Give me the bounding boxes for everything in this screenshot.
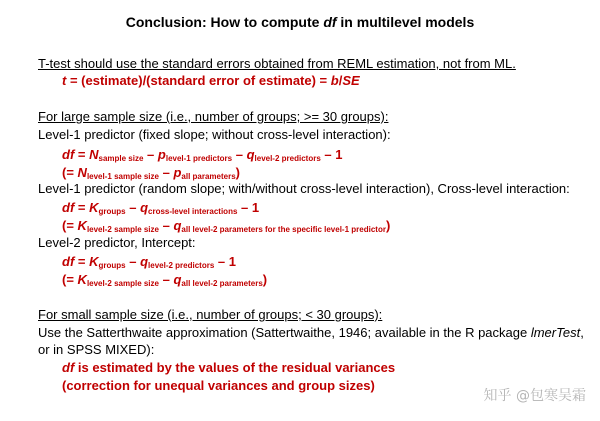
level1-fixed-alt-formula: (= $N_{level-1 sample size} - p_{all parameters}$): [62, 165, 241, 181]
satterthwaite-line2: or in SPSS MIXED):: [38, 342, 155, 357]
large-sample-heading: For large sample size (i.e., number of groups; >= 30 groups):: [38, 109, 389, 124]
small-sample-heading: For small sample size (i.e., number of groups; < 30 groups):: [38, 307, 383, 322]
level1-fixed-formula: df = $N_{sample size} - p_{level-1 predictors} - q_{level-2 predictors} - 1$: [62, 147, 343, 163]
ttest-heading: T-test should use the standard errors obtained from REML estimation, not from ML.: [38, 56, 516, 71]
satterthwaite-line1: Use the Satterthwaite approximation (Sattertwaithe, 1946; available in the R package lmerTest,: [38, 325, 584, 340]
level2-alt-formula: (= $K_{level-2 sample size} - q_{all level-2 parameters}$): [62, 272, 268, 288]
level1-random-label: Level-1 predictor (random slope; with/without cross-level interaction), Cross-level interaction:: [38, 181, 570, 196]
level1-random-formula: df = $K_{groups} - q_{cross-level interactions} - 1$: [62, 200, 260, 216]
residual-variance-line: df is estimated by the values of the residual variances: [62, 360, 396, 375]
level1-fixed-label: Level-1 predictor (fixed slope; without cross-level interaction):: [38, 127, 391, 142]
level2-formula: df = $K_{groups} - q_{level-2 predictors} - 1$: [62, 254, 236, 270]
slide-title: Conclusion: How to compute df in multilevel models: [125, 14, 475, 30]
level2-label: Level-2 predictor, Intercept:: [38, 235, 196, 250]
ttest-formula: t = (estimate)/(standard error of estimate) = b/SE: [62, 73, 360, 88]
level1-random-alt-formula: (= $K_{level-2 sample size} - q_{all level-2 parameters for the specific level-1 predictor}$): [62, 218, 391, 234]
correction-line: (correction for unequal variances and group sizes): [62, 378, 375, 393]
watermark: 知乎 @包寒吴霜: [483, 388, 586, 404]
